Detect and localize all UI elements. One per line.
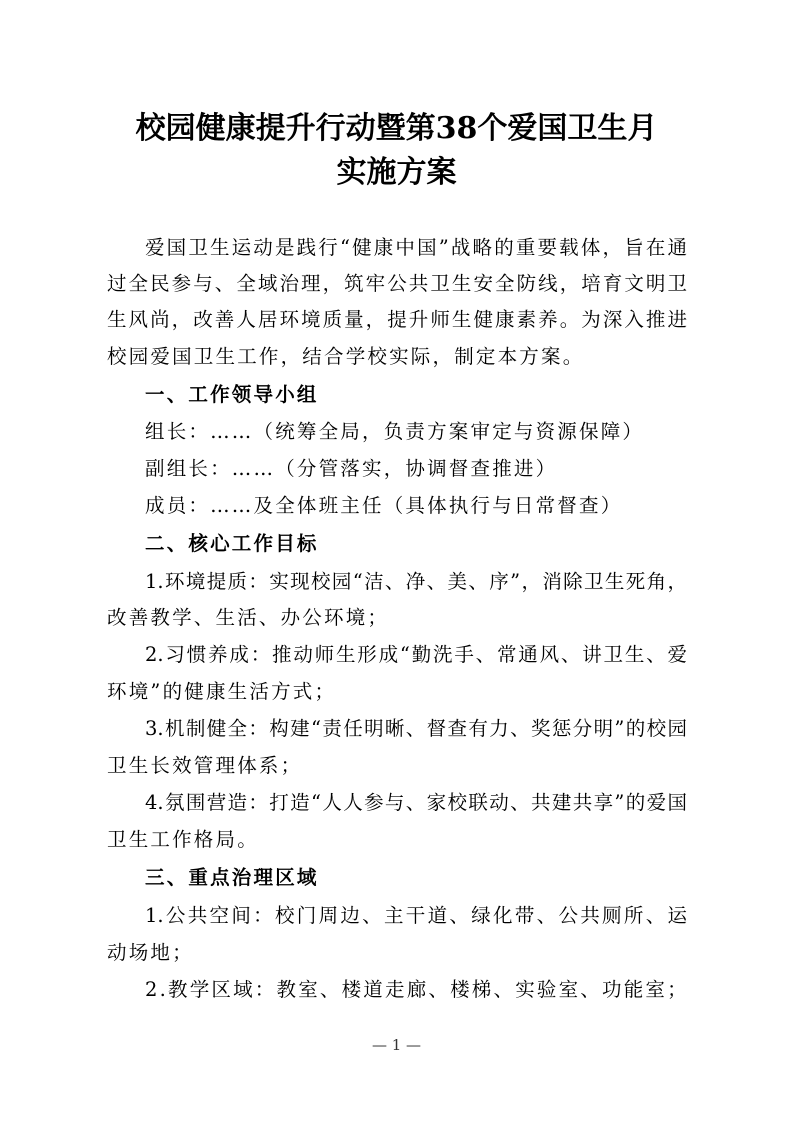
- goal-line: 卫生长效管理体系；: [107, 754, 303, 777]
- goal-line: 卫生工作格局。: [107, 828, 259, 851]
- goal-line: 环境”的健康生活方式；: [107, 680, 337, 703]
- area-line: 1.公共空间：校门周边、主干道、绿化带、公共厕所、运: [145, 904, 687, 927]
- intro-paragraph-line: 校园爱国卫生工作，结合学校实际，制定本方案。: [107, 345, 585, 368]
- deputy-leader-item: 副组长：……（分管落实，协调督查推进）: [145, 457, 558, 480]
- leader-item: 组长：……（统筹全局，负责方案审定与资源保障）: [145, 420, 645, 443]
- section-heading: 二、核心工作目标: [145, 532, 319, 555]
- section-heading: 三、重点治理区域: [145, 866, 319, 889]
- members-item: 成员：……及全体班主任（具体执行与日常督查）: [145, 494, 623, 517]
- area-line: 2.教学区域：教室、楼道走廊、楼梯、实验室、功能室；: [145, 978, 689, 1001]
- section-heading: 一、工作领导小组: [145, 383, 319, 406]
- intro-paragraph-line: 过全民参与、全域治理，筑牢公共卫生安全防线，培育文明卫: [107, 272, 687, 295]
- goal-line: 3.机制健全：构建“责任明晰、督查有力、奖惩分明”的校园: [145, 717, 687, 740]
- page-number: — 1 —: [371, 1036, 422, 1054]
- area-line: 动场地；: [107, 941, 194, 964]
- document-title-line1: 校园健康提升行动暨第38个爱国卫生月: [135, 111, 658, 146]
- goal-line: 1.环境提质：实现校园“洁、净、美、序”，消除卫生死角，: [145, 570, 687, 593]
- intro-paragraph-line: 爱国卫生运动是践行“健康中国”战略的重要载体，旨在通: [145, 236, 687, 259]
- goal-line: 改善教学、生活、办公环境；: [107, 606, 390, 629]
- goal-line: 4.氛围营造：打造“人人参与、家校联动、共建共享”的爱国: [145, 791, 687, 814]
- goal-line: 2.习惯养成：推动师生形成“勤洗手、常通风、讲卫生、爱: [145, 643, 687, 666]
- intro-paragraph-line: 生风尚，改善人居环境质量，提升师生健康素养。为深入推进: [107, 308, 687, 331]
- document-title-line2: 实施方案: [336, 155, 457, 190]
